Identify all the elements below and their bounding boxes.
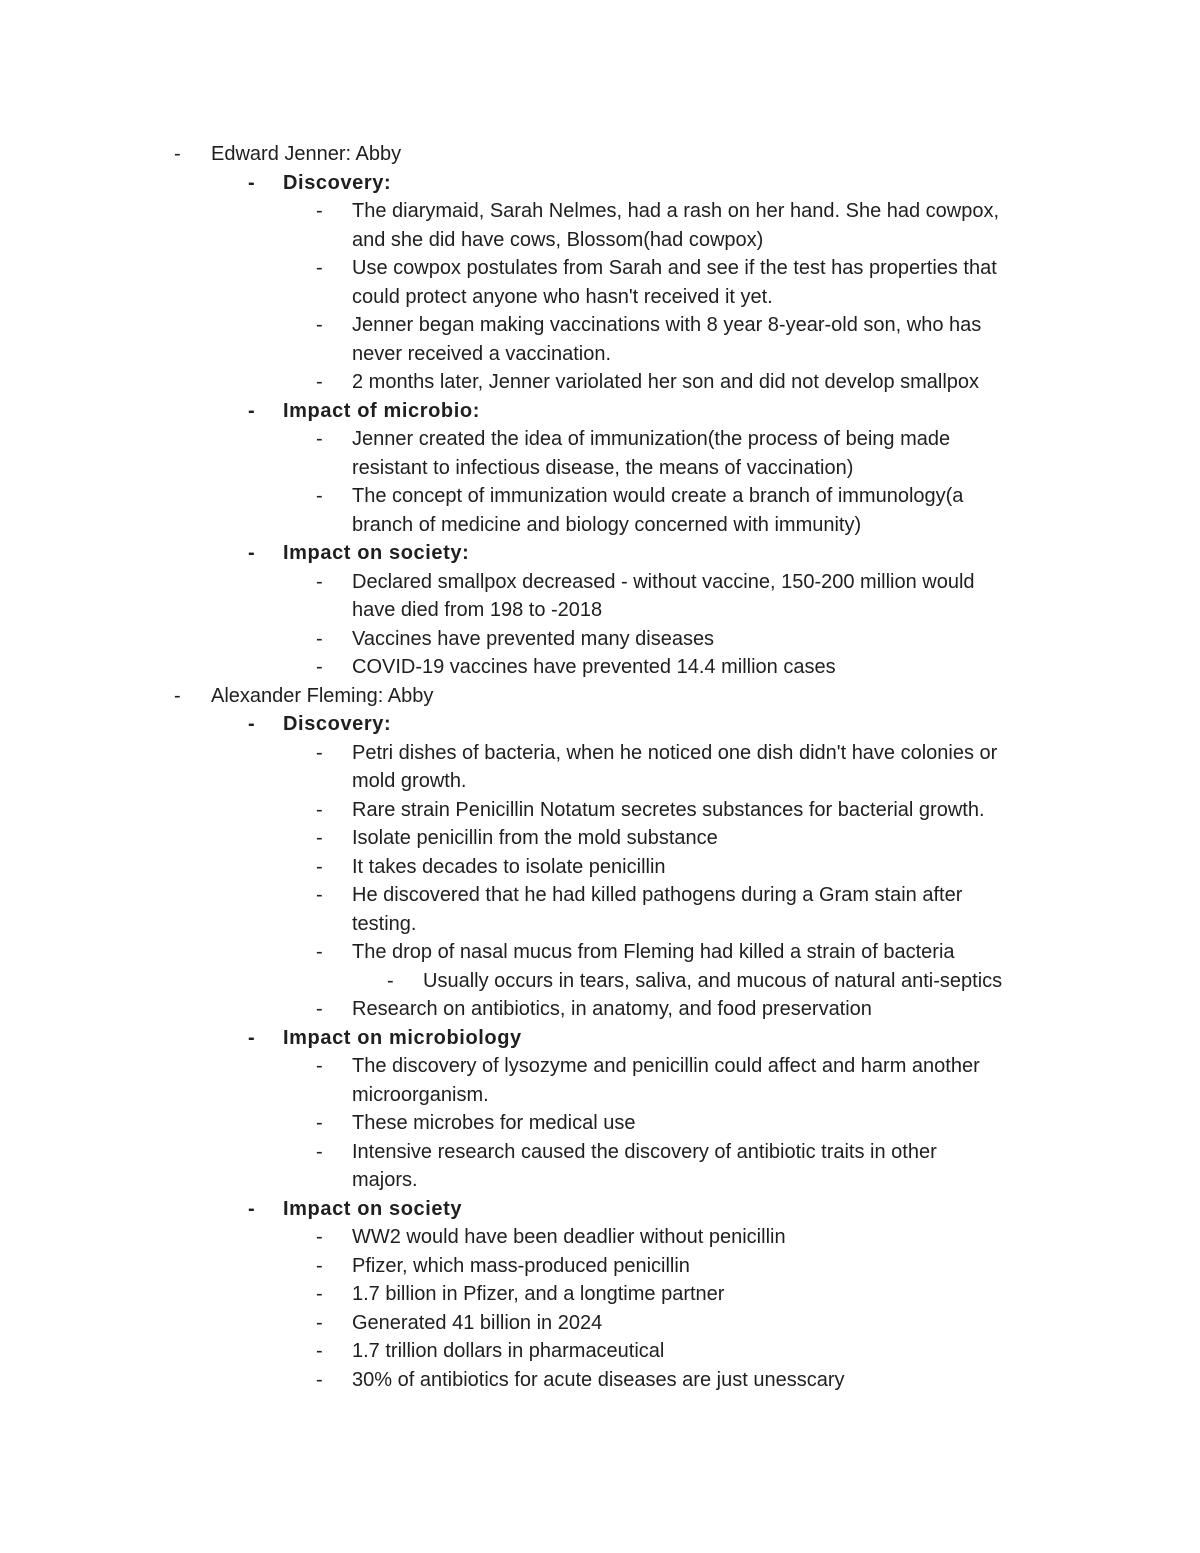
list-item-text: Intensive research caused the discovery of antibiotic traits in other (352, 1140, 937, 1163)
list-item-text: Research on antibiotics, in anatomy, and food preservation (352, 998, 872, 1020)
list-item-text: and she did have cows, Blossom(had cowpox) (352, 228, 764, 251)
section-title: Alexander Fleming: Abby (211, 684, 434, 707)
bullet-dash: - (248, 1026, 255, 1049)
list-item-continuation (0, 454, 1200, 483)
discovery-heading: Discovery: (283, 713, 392, 735)
list-item-text: Declared smallpox decreased - without vaccine, 150-200 million would (352, 570, 975, 593)
sub-list-item-text: Usually occurs in tears, saliva, and mucous of natural anti-septics (423, 969, 1003, 992)
list-item-text: Jenner began making vaccinations with 8 year 8-year-old son, who has (352, 314, 982, 336)
list-item-text: WW2 would have been deadlier without penicillin (352, 1226, 786, 1248)
list-item (0, 311, 1200, 340)
bullet-dash: - (316, 1140, 323, 1163)
list-item (0, 1252, 1200, 1281)
bullet-dash: - (316, 1055, 323, 1077)
list-item-text: 30% of antibiotics for acute diseases are just unesscary (352, 1368, 845, 1391)
list-item-text: COVID-19 vaccines have prevented 14.4 million cases (352, 656, 836, 678)
list-item-continuation (0, 340, 1200, 369)
list-item (0, 853, 1200, 882)
list-item-text: Vaccines have prevented many diseases (352, 627, 715, 650)
list-item (0, 368, 1200, 397)
list-item-text: Petri dishes of bacteria, when he noticed one dish didn't have colonies or (352, 741, 998, 764)
list-item-text: microorganism. (352, 1083, 489, 1106)
list-item-text: Rare strain Penicillin Notatum secretes substances for bacterial growth. (352, 798, 985, 821)
heading-line (0, 710, 1200, 739)
list-item (0, 938, 1200, 967)
bullet-dash: - (316, 1340, 323, 1362)
list-item-text: Jenner created the idea of immunization(the process of being made (352, 428, 951, 450)
bullet-dash: - (316, 485, 323, 507)
bullet-dash: - (316, 1112, 323, 1134)
list-item-text: These microbes for medical use (352, 1112, 636, 1134)
bullet-dash: - (316, 1226, 323, 1248)
microbio-heading: Impact on microbiology (283, 1026, 522, 1049)
bullet-dash: - (316, 1283, 323, 1305)
bullet-dash: - (316, 855, 323, 878)
list-item (0, 1337, 1200, 1366)
list-item-text: never received a vaccination. (352, 342, 612, 365)
list-item-continuation (0, 767, 1200, 796)
list-item (0, 425, 1200, 454)
list-item-text: 1.7 trillion dollars in pharmaceutical (352, 1340, 665, 1362)
list-item (0, 482, 1200, 511)
list-item-text: branch of medicine and biology concerned with immunity) (352, 513, 862, 536)
heading-line (0, 539, 1200, 568)
list-item (0, 995, 1200, 1024)
bullet-dash: - (387, 969, 394, 992)
list-item-continuation (0, 511, 1200, 540)
list-item (0, 824, 1200, 853)
list-item-text: testing. (352, 912, 417, 935)
list-item-text: The discovery of lysozyme and penicillin could affect and harm another (352, 1055, 980, 1077)
bullet-dash: - (316, 1368, 323, 1391)
list-item (0, 1366, 1200, 1395)
bullet-dash: - (316, 998, 323, 1020)
list-item-text: Pfizer, which mass-produced penicillin (352, 1254, 690, 1277)
list-item-continuation (0, 596, 1200, 625)
list-item-text: 1.7 billion in Pfizer, and a longtime partner (352, 1283, 725, 1305)
bullet-dash: - (248, 171, 255, 194)
bullet-dash: - (316, 884, 323, 906)
list-item (0, 1052, 1200, 1081)
list-item (0, 1223, 1200, 1252)
bullet-dash: - (316, 570, 323, 593)
heading-line (0, 1195, 1200, 1224)
bullet-dash: - (316, 798, 323, 821)
bullet-dash: - (316, 656, 323, 678)
bullet-dash: - (174, 684, 181, 707)
list-item (0, 568, 1200, 597)
section-title-line (0, 140, 1200, 169)
list-item-text: mold growth. (352, 770, 467, 792)
list-item-continuation (0, 283, 1200, 312)
list-item (0, 653, 1200, 682)
document-page (0, 140, 1200, 1394)
bullet-dash: - (248, 713, 255, 735)
bullet-dash: - (316, 314, 323, 336)
list-item-continuation (0, 1166, 1200, 1195)
heading-line (0, 169, 1200, 198)
bullet-dash: - (248, 399, 255, 422)
bullet-dash: - (174, 143, 181, 165)
list-item-continuation (0, 910, 1200, 939)
list-item (0, 1280, 1200, 1309)
bullet-dash: - (316, 257, 323, 279)
list-item-text: could protect anyone who hasn't received it yet. (352, 285, 773, 308)
discovery-heading: Discovery: (283, 171, 392, 194)
bullet-dash: - (316, 941, 323, 963)
list-item-text: majors. (352, 1169, 418, 1191)
list-item (0, 1138, 1200, 1167)
list-item-text: The diarymaid, Sarah Nelmes, had a rash on her hand. She had cowpox, (352, 200, 1000, 222)
sub-list-item (0, 967, 1200, 996)
heading-line (0, 1024, 1200, 1053)
section-title: Edward Jenner: Abby (211, 143, 402, 165)
list-item-text: resistant to infectious disease, the means of vaccination) (352, 456, 854, 479)
list-item-text: It takes decades to isolate penicillin (352, 855, 666, 878)
list-item (0, 796, 1200, 825)
society-heading: Impact on society (283, 1197, 463, 1220)
list-item-continuation (0, 1081, 1200, 1110)
list-item-text: Use cowpox postulates from Sarah and see if the test has properties that (352, 257, 997, 279)
list-item (0, 881, 1200, 910)
list-item (0, 1309, 1200, 1338)
list-item (0, 625, 1200, 654)
list-item-text: The drop of nasal mucus from Fleming had killed a strain of bacteria (352, 941, 955, 963)
bullet-dash: - (316, 627, 323, 650)
list-item-continuation (0, 226, 1200, 255)
society-heading: Impact on society: (283, 542, 470, 564)
list-item (0, 197, 1200, 226)
bullet-dash: - (316, 428, 323, 450)
list-item (0, 1109, 1200, 1138)
list-item-text: 2 months later, Jenner variolated her son and did not develop smallpox (352, 371, 980, 393)
heading-line (0, 397, 1200, 426)
list-item-text: The concept of immunization would create a branch of immunology(a (352, 485, 964, 507)
list-item-text: He discovered that he had killed pathogens during a Gram stain after (352, 884, 963, 906)
bullet-dash: - (316, 827, 323, 849)
list-item (0, 254, 1200, 283)
bullet-dash: - (248, 1197, 255, 1220)
section-title-line (0, 682, 1200, 711)
bullet-dash: - (316, 1311, 323, 1334)
bullet-dash: - (316, 200, 323, 222)
list-item (0, 739, 1200, 768)
bullet-dash: - (316, 741, 323, 764)
bullet-dash: - (248, 542, 255, 564)
list-item-text: Generated 41 billion in 2024 (352, 1311, 603, 1334)
bullet-dash: - (316, 1254, 323, 1277)
list-item-text: have died from 198 to -2018 (352, 599, 603, 621)
list-item-text: Isolate penicillin from the mold substance (352, 827, 718, 849)
bullet-dash: - (316, 371, 323, 393)
microbio-heading: Impact of microbio: (283, 399, 480, 422)
